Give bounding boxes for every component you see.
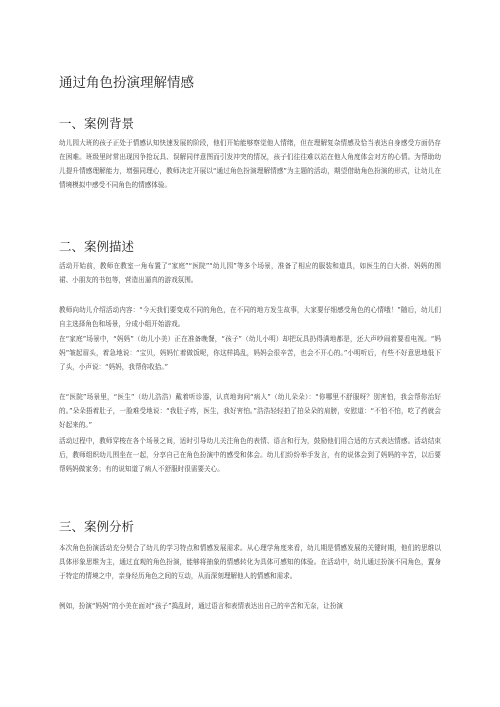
document-title: 通过角色扮演理解情感 (59, 75, 194, 91)
section-heading-description: 二、案例描述 (59, 239, 135, 254)
paragraph-hospital-scene: 在“医院”场景里，“医生”（幼儿浩浩）戴着听诊器，认真地询问“病人”（幼儿朵朵）：“你哪里不舒服呀？别害怕，我会帮你治好的。”朵朵捂着肚子，一脸难受地说：“我肚子疼，医生，我好害怕。”浩浩轻轻拍了拍朵朵的肩膀，安慰道：“不怕不怕，吃了药就会好起来的。” (59, 393, 441, 429)
paragraph-family-scene: 在“家庭”场景中，“妈妈”（幼儿小美）正在准备晚餐，“孩子”（幼儿小明）却把玩具扔得满地都是，还大声吵闹着要看电视。“妈妈”皱起眉头，着急地说：“宝贝，妈妈忙着做饭呢，你这样捣乱，妈妈会很辛苦，也会不开心的。”小明听后，有些不好意思地低下了头，小声说：“妈妈，我帮你收拾。” (59, 335, 441, 371)
paragraph-scene-setup: 活动开始前，教师在教室一角布置了“家庭”“医院”“幼儿园”等多个场景，准备了相应的服装和道具，如医生的白大褂、妈妈的围裙、小朋友的书包等，营造出逼真的游戏氛围。 (59, 262, 441, 284)
paragraph-example: 例如，扮演“妈妈”的小美在面对“孩子”捣乱时，通过语言和表情表达出自己的辛苦和无奈，让扮演 (59, 602, 344, 610)
paragraph-background: 幼儿园大班的孩子正处于情感认知快速发展的阶段，他们开始能够察觉他人情绪，但在理解复杂情感及恰当表达自身感受方面仍存在困难。班级里时常出现因争抢玩具、误解同伴意图而引发冲突的情况，孩子们往往难以站在他人角度体会对方的心情。为帮助幼儿提升情感理解能力，增强同理心，教师决定开展以“通过角色扮演理解情感”为主题的活动，期望借助角色扮演的形式，让幼儿在情境模拟中感受不同角色的情感体验。 (59, 139, 441, 189)
paragraph-sharing: 活动过程中，教师穿梭在各个场景之间，适时引导幼儿关注角色的表情、语言和行为，鼓励他们用合适的方式表达情感。活动结束后，教师组织幼儿围坐在一起，分享自己在角色扮演中的感受和体会。幼儿们纷纷举手发言，有的说体会到了妈妈的辛苦，以后要帮妈妈做家务；有的说知道了病人不舒服时很需要关心。 (59, 437, 441, 473)
section-heading-background: 一、案例背景 (59, 116, 135, 131)
section-heading-analysis: 三、案例分析 (59, 519, 135, 534)
paragraph-analysis: 本次角色扮演活动充分契合了幼儿的学习特点和情感发展需求。从心理学角度来看，幼儿期是情感发展的关键时期，他们的思维以具体形象思维为主，通过直观的角色扮演，能够将抽象的情感转化为具体可感知的体验。在活动中，幼儿通过扮演不同角色，置身于特定的情境之中，亲身经历角色之间的互动，从而深刻理解他人的情感和需求。 (59, 544, 441, 580)
paragraph-introduction: 教师向幼儿介绍活动内容：“今天我们要变成不同的角色，在不同的地方发生故事，大家要仔细感受角色的心情哦！”随后，幼儿们自主选择角色和场景，分成小组开始游戏。 (59, 306, 441, 328)
